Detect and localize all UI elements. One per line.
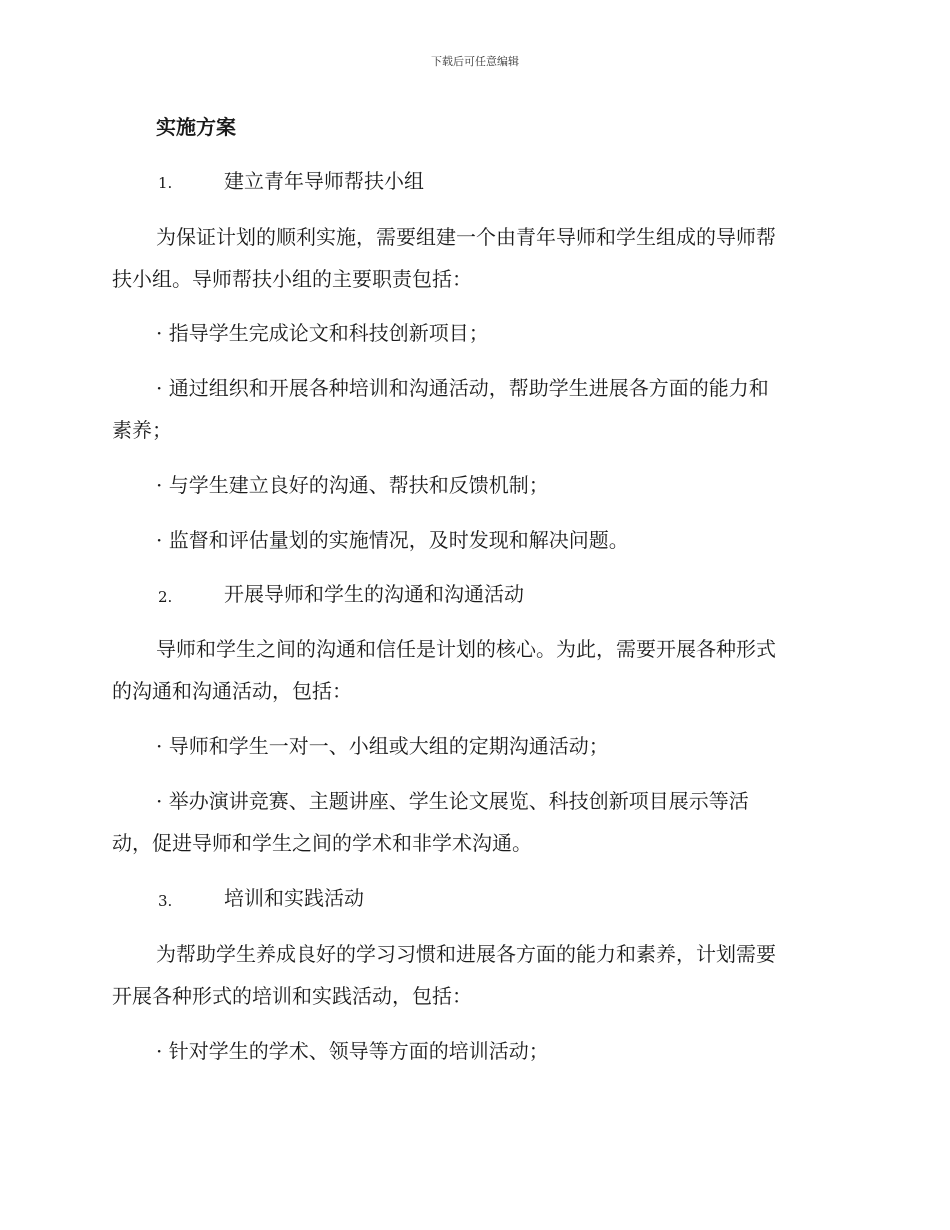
bullet-item: · 通过组织和开展各种培训和沟通活动，帮助学生进展各方面的能力和 [156, 376, 769, 400]
bullet-item: · 针对学生的学术、领导等方面的培训活动； [156, 1039, 549, 1063]
paragraph-line: 开展各种形式的培训和实践活动，包括： [112, 984, 472, 1008]
section-number: 3. [158, 892, 173, 910]
bullet-item: · 指导学生完成论文和科技创新项目； [156, 321, 489, 345]
paragraph-line: 导师和学生之间的沟通和信任是计划的核心。为此，需要开展各种形式 [156, 637, 776, 661]
page-title: 实施方案 [156, 115, 236, 139]
bullet-item-continuation: 动，促进导师和学生之间的学术和非学术沟通。 [112, 831, 532, 855]
bullet-item: · 监督和评估量划的实施情况，及时发现和解决问题。 [156, 528, 629, 552]
section-heading: 培训和实践活动 [224, 886, 364, 910]
bullet-item: · 导师和学生一对一、小组或大组的定期沟通活动； [156, 734, 609, 758]
paragraph-line: 为帮助学生养成良好的学习习惯和进展各方面的能力和素养，计划需要 [156, 942, 776, 966]
paragraph-line: 为保证计划的顺利实施，需要组建一个由青年导师和学生组成的导师帮 [156, 225, 776, 249]
section-heading: 开展导师和学生的沟通和沟通活动 [224, 582, 524, 606]
section-number: 1. [158, 174, 173, 192]
section-heading: 建立青年导师帮扶小组 [224, 169, 424, 193]
header-note: 下载后可任意编辑 [431, 55, 519, 68]
bullet-item-continuation: 素养； [112, 418, 172, 442]
section-number: 2. [158, 588, 173, 606]
bullet-item: · 举办演讲竞赛、主题讲座、学生论文展览、科技创新项目展示等活 [156, 789, 749, 813]
paragraph-line: 扶小组。导师帮扶小组的主要职责包括： [112, 267, 472, 291]
paragraph-line: 的沟通和沟通活动，包括： [112, 679, 352, 703]
bullet-item: · 与学生建立良好的沟通、帮扶和反馈机制； [156, 473, 549, 497]
